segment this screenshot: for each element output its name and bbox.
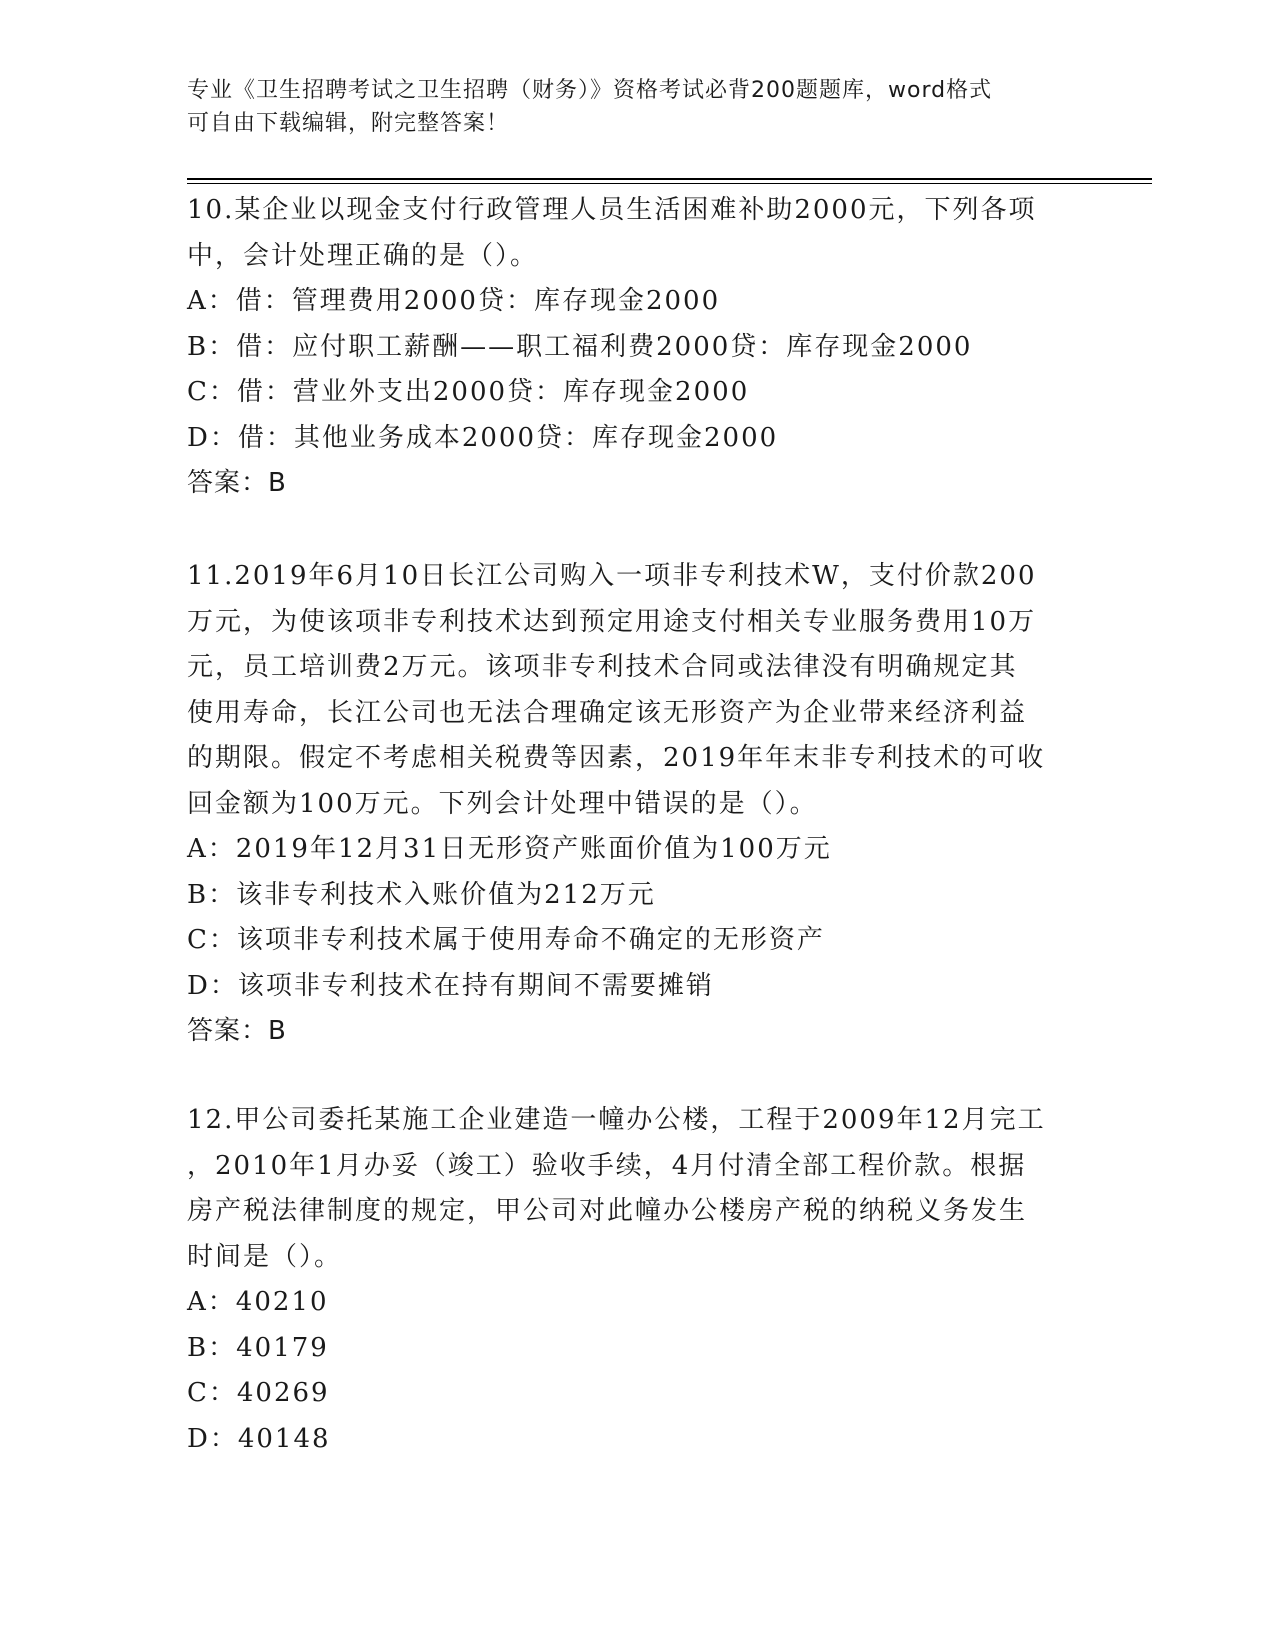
question-stem-line: ，2010年1月办妥（竣工）验收手续，4月付清全部工程价款。根据 — [187, 1150, 1027, 1181]
question-stem-line: 中，会计处理正确的是（）。 — [187, 240, 539, 271]
option-c: C：该项非专利技术属于使用寿命不确定的无形资产 — [187, 925, 825, 955]
header-divider-thin — [187, 183, 1152, 184]
option-a: A：2019年12月31日无形资产账面价值为100万元 — [187, 834, 832, 864]
header-line-2: 可自由下载编辑，附完整答案！ — [187, 111, 510, 136]
question-stem-line: 元，员工培训费2万元。该项非专利技术合同或法律没有明确规定其 — [187, 652, 1018, 682]
option-a: A：借：管理费用2000贷：库存现金2000 — [187, 286, 721, 316]
option-d: D：借：其他业务成本2000贷：库存现金2000 — [187, 422, 779, 453]
question-10 — [187, 188, 1087, 507]
option-c: C：借：营业外支出2000贷：库存现金2000 — [187, 377, 750, 407]
question-stem-line: 万元，为使该项非专利技术达到预定用途支付相关专业服务费用10万 — [187, 606, 1037, 637]
option-b: B：40179 — [187, 1332, 329, 1363]
question-stem-line: 10.某企业以现金支付行政管理人员生活困难补助2000元，下列各项 — [187, 195, 1037, 225]
header-line-1: 专业《卫生招聘考试之卫生招聘（财务）》资格考试必背200题题库，word格式 — [187, 78, 993, 103]
question-stem-line: 时间是（）。 — [187, 1241, 343, 1272]
question-stem-line: 使用寿命，长江公司也无法合理确定该无形资产为企业带来经济利益 — [187, 697, 1028, 728]
question-stem-line: 11.2019年6月10日长江公司购入一项非专利技术W，支付价款200 — [187, 561, 1037, 591]
header-divider-thick — [187, 178, 1152, 180]
option-d: D：该项非专利技术在持有期间不需要摊销 — [187, 970, 714, 1001]
option-c: C：40269 — [187, 1378, 330, 1408]
option-a: A：40210 — [187, 1287, 329, 1317]
question-12 — [187, 1098, 1087, 1462]
question-stem-line: 回金额为100万元。下列会计处理中错误的是（）。 — [187, 788, 818, 819]
answer-line: 答案：B — [187, 1016, 287, 1046]
question-11 — [187, 554, 1087, 1055]
question-stem-line: 的期限。假定不考虑相关税费等因素，2019年年末非专利技术的可收 — [187, 743, 1046, 773]
option-b: B：该非专利技术入账价值为212万元 — [187, 879, 656, 910]
document-header — [187, 74, 1067, 140]
question-stem-line: 房产税法律制度的规定，甲公司对此幢办公楼房产税的纳税义务发生 — [187, 1196, 1028, 1226]
answer-line: 答案：B — [187, 468, 287, 498]
option-b: B：借：应付职工薪酬——职工福利费2000贷：库存现金2000 — [187, 331, 973, 362]
question-stem-line: 12.甲公司委托某施工企业建造一幢办公楼，工程于2009年12月完工 — [187, 1105, 1046, 1135]
option-d: D：40148 — [187, 1423, 331, 1454]
